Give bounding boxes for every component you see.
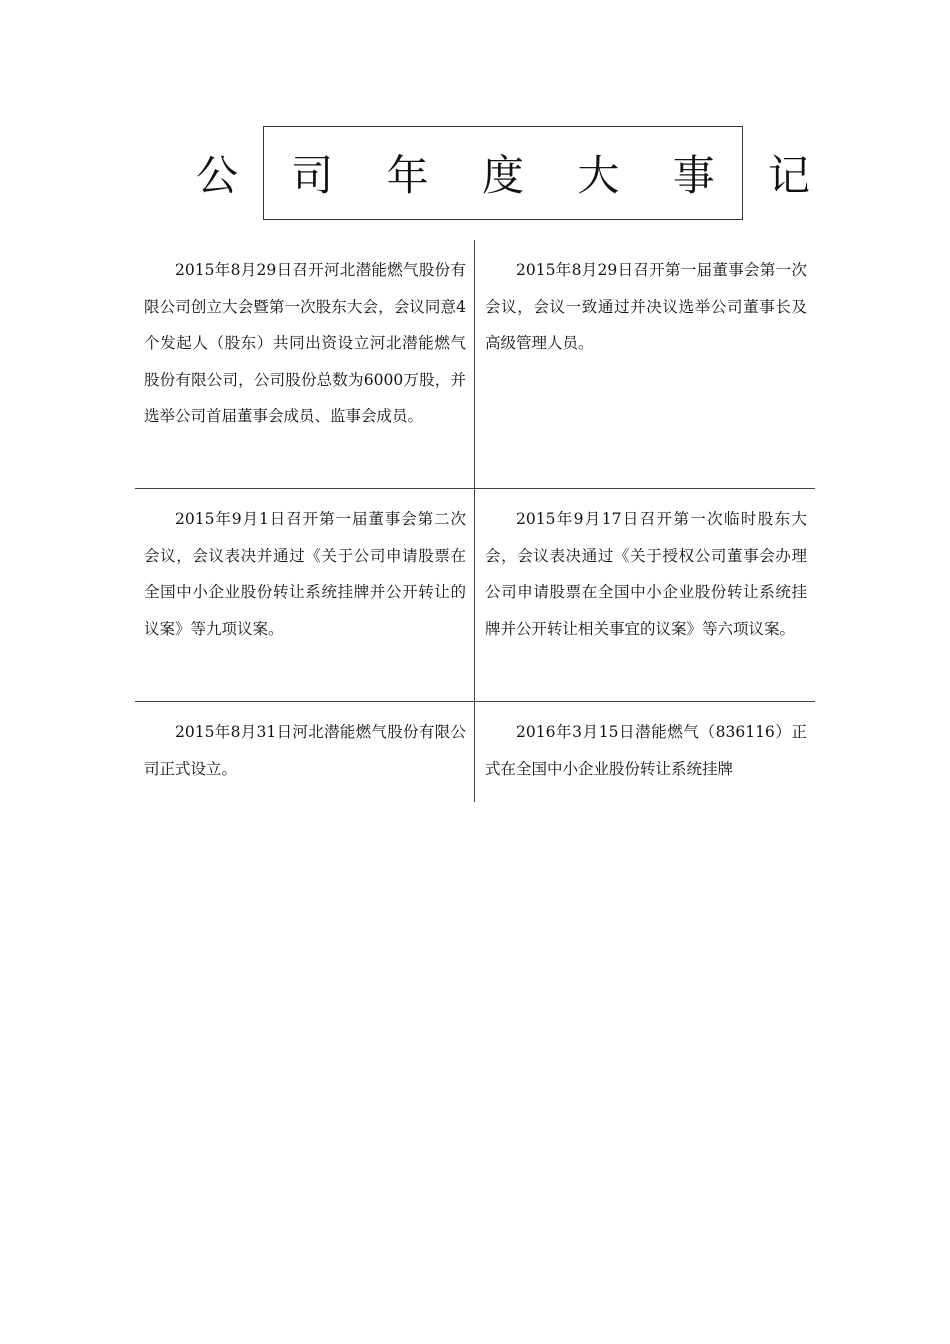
event-cell-right: 2015年9月17日召开第一次临时股东大会，会议表决通过《关于授权公司董事会办理公司申请股票在全国中小企业股份转让系统挂牌并公开转让相关事宜的议案》等六项议案。 (485, 510, 807, 638)
events-row-2 (135, 489, 815, 702)
events-row-3 (135, 702, 815, 802)
page-title: 公 司 年 度 大 事 记 (195, 151, 831, 200)
event-cell-left: 2015年8月29日召开河北潜能燃气股份有限公司创立大会暨第一次股东大会，会议同意4个发起人（股东）共同出资设立河北潜能燃气股份有限公司，公司股份总数为6000万股，并选举公司首届董事会成员、监事会成员。 (135, 240, 475, 488)
title-box (195, 126, 831, 220)
event-cell-right: 2015年8月29日召开第一届董事会第一次会议，会议一致通过并决议选举公司董事长及高级管理人员。 (485, 261, 807, 352)
event-cell-left: 2015年8月31日河北潜能燃气股份有限公司正式设立。 (135, 702, 475, 802)
events-grid (135, 240, 815, 802)
events-row-1 (135, 240, 815, 489)
event-cell-left: 2015年9月1日召开第一届董事会第二次会议，会议表决并通过《关于公司申请股票在全国中小企业股份转让系统挂牌并公开转让的议案》等九项议案。 (135, 489, 475, 701)
event-cell-right: 2016年3月15日潜能燃气（836116）正式在全国中小企业股份转让系统挂牌 (485, 723, 807, 778)
